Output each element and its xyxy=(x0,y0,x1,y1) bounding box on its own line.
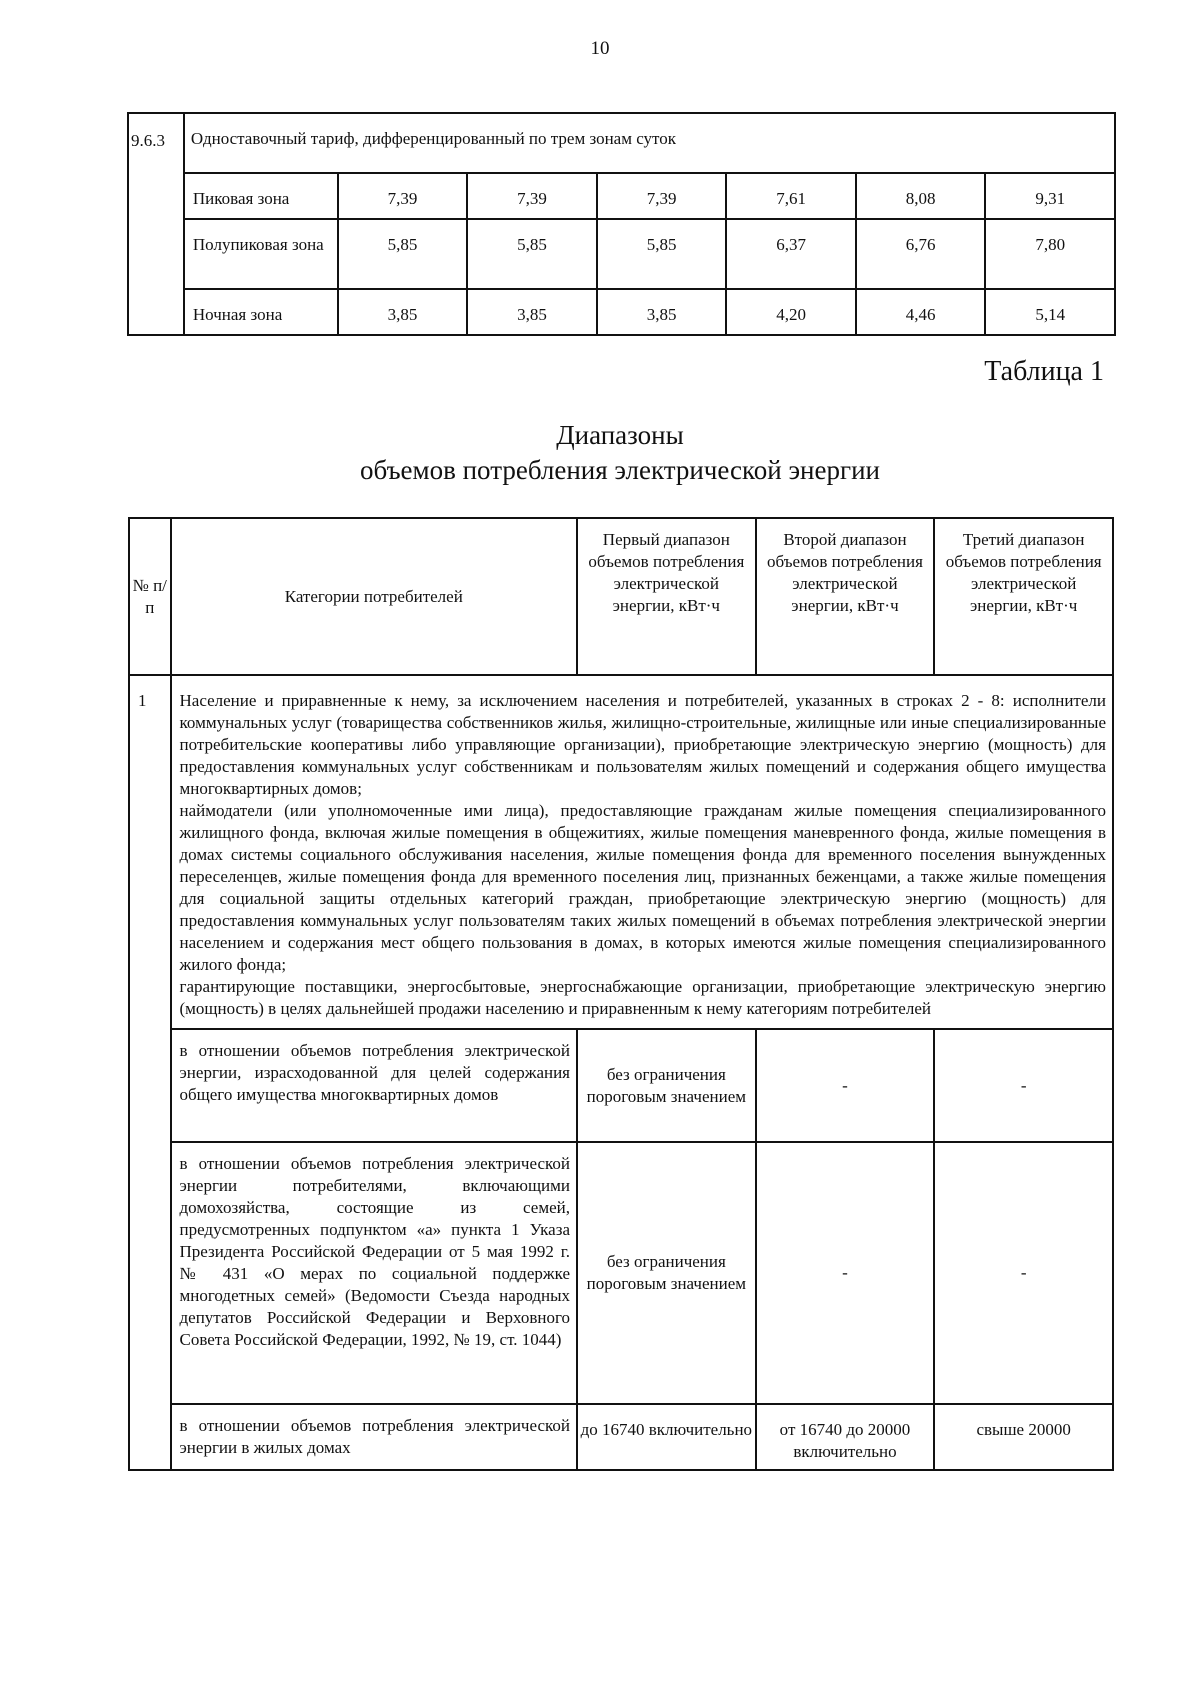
header-second-range: Второй диапазон объемов потребления электрической энергии, кВт·ч xyxy=(756,518,935,675)
header-first-range: Первый диапазон объемов потребления электрической энергии, кВт·ч xyxy=(577,518,756,675)
zone-label: Полупиковая зона xyxy=(184,219,338,289)
category-description xyxy=(171,675,1114,1029)
document-title xyxy=(0,418,1200,488)
tariff-value: 4,20 xyxy=(726,289,856,335)
third-range-value: свыше 20000 xyxy=(934,1404,1113,1470)
tariff-row xyxy=(128,173,1115,219)
ranges-header-row xyxy=(129,518,1113,675)
second-range-value: - xyxy=(756,1029,935,1142)
tariff-value: 8,08 xyxy=(856,173,986,219)
first-range-value: до 16740 включительно xyxy=(577,1404,756,1470)
tariff-table xyxy=(127,112,1116,336)
tariff-row xyxy=(128,289,1115,335)
tariff-row xyxy=(128,219,1115,289)
sub-row xyxy=(129,1404,1113,1470)
tariff-value: 7,80 xyxy=(985,219,1115,289)
title-line-1: Диапазоны xyxy=(556,420,684,450)
tariff-value: 3,85 xyxy=(597,289,727,335)
tariff-value: 3,85 xyxy=(467,289,597,335)
tariff-row-number: 9.6.3 xyxy=(128,113,184,335)
sub-row xyxy=(129,1142,1113,1404)
tariff-value: 7,61 xyxy=(726,173,856,219)
second-range-value: от 16740 до 20000 включительно xyxy=(756,1404,935,1470)
tariff-value: 6,37 xyxy=(726,219,856,289)
zone-label: Ночная зона xyxy=(184,289,338,335)
tariff-value: 7,39 xyxy=(597,173,727,219)
tariff-value: 7,39 xyxy=(338,173,468,219)
sub-row-text: в отношении объемов потребления электрической энергии потребителями, включающими домохозяйства, состоящие из семей, предусмотренных подпунктом «а» пункта 1 Указа Президента Российской Федерации от 5 мая 1992 г. № 431 «О мерах по социальной поддержке многодетных семей» (Ведомости Съезда народных депутатов Российской Федерации и Верховного Совета Российской Федерации, 1992, № 19, ст. 1044) xyxy=(171,1142,578,1404)
table-caption: Таблица 1 xyxy=(984,356,1104,387)
ranges-table xyxy=(128,517,1114,1471)
tariff-value: 5,85 xyxy=(597,219,727,289)
tariff-value: 4,46 xyxy=(856,289,986,335)
category-row xyxy=(129,675,1113,1029)
header-category: Категории потребителей xyxy=(171,518,578,675)
tariff-value: 5,85 xyxy=(467,219,597,289)
first-range-value: без ограничения пороговым значением xyxy=(577,1029,756,1142)
page-number: 10 xyxy=(590,38,610,59)
zone-label: Пиковая зона xyxy=(184,173,338,219)
third-range-value: - xyxy=(934,1029,1113,1142)
tariff-value: 9,31 xyxy=(985,173,1115,219)
tariff-value: 7,39 xyxy=(467,173,597,219)
description-paragraph: наймодатели (или уполномоченные ими лица), предоставляющие гражданам жилые помещения специализированного жилищного фонда, включая жилые помещения в общежитиях, жилые помещения маневренного фонда, жилые помещения в домах системы социального обслуживания населения, жилые помещения фонда для временного поселения вынужденных переселенцев, жилые помещения фонда для временного поселения лиц, признанных беженцами, а также жилые помещения для социальной защиты отдельных категорий граждан, приобретающие электрическую энергию (мощность) для предоставления коммунальных услуг пользователям таких жилых помещений в объемах потребления электрической энергии населением и содержания мест общего пользования в домах, в которых имеются жилые помещения специализированного жилого фонда; xyxy=(179,801,1106,974)
third-range-value: - xyxy=(934,1142,1113,1404)
tariff-value: 3,85 xyxy=(338,289,468,335)
header-third-range: Третий диапазон объемов потребления электрической энергии, кВт·ч xyxy=(934,518,1113,675)
sub-row-text: в отношении объемов потребления электрической энергии в жилых домах xyxy=(171,1404,578,1470)
tariff-heading: Одноставочный тариф, дифференцированный по трем зонам суток xyxy=(184,113,1115,173)
row-number: 1 xyxy=(129,675,171,1470)
tariff-value: 6,76 xyxy=(856,219,986,289)
description-paragraph: гарантирующие поставщики, энергосбытовые, энергоснабжающие организации, приобретающие электрическую энергию (мощность) в целях дальнейшей продажи населению и приравненным к нему категориям потребителей xyxy=(179,977,1106,1018)
description-paragraph: Население и приравненные к нему, за исключением населения и потребителей, указанных в строках 2 - 8: исполнители коммунальных услуг (товарищества собственников жилья, жилищно-строительные, жилищные или иные специализированные потребительские кооперативы либо управляющие организации), приобретающие электрическую энергию (мощность) для предоставления коммунальных услуг собственникам и пользователям жилых помещений и содержания общего имущества многоквартирных домов; xyxy=(179,691,1106,798)
second-range-value: - xyxy=(756,1142,935,1404)
tariff-value: 5,85 xyxy=(338,219,468,289)
sub-row xyxy=(129,1029,1113,1142)
sub-row-text: в отношении объемов потребления электрической энергии, израсходованной для целей содержания общего имущества многоквартирных домов xyxy=(171,1029,578,1142)
tariff-value: 5,14 xyxy=(985,289,1115,335)
header-num: № п/п xyxy=(129,518,171,675)
title-line-2: объемов потребления электрической энергии xyxy=(360,455,880,485)
first-range-value: без ограничения пороговым значением xyxy=(577,1142,756,1404)
